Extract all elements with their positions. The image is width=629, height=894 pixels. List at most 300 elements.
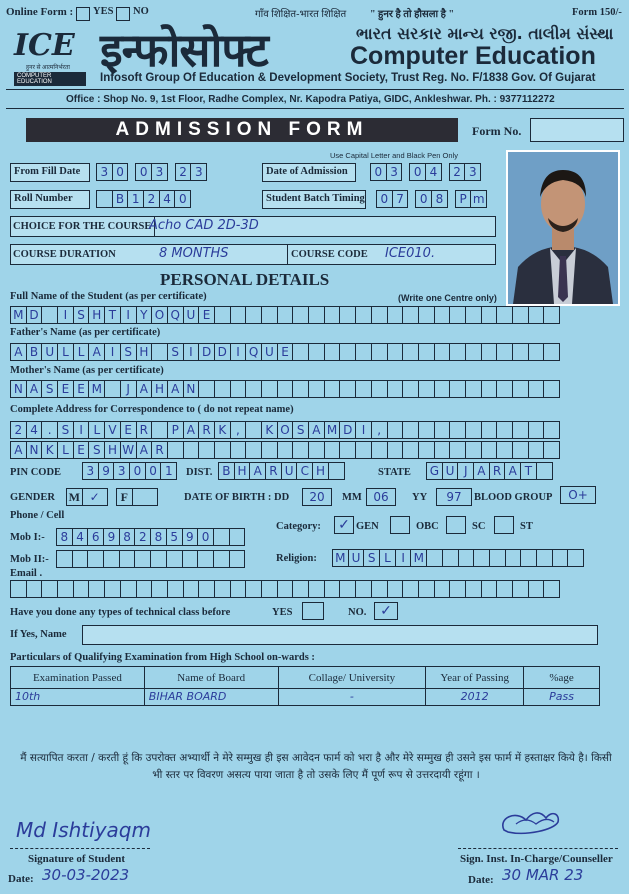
char-cell (72, 550, 89, 568)
char-cell (277, 441, 294, 459)
char-cell: R (265, 462, 282, 480)
char-cell (449, 306, 466, 324)
char-cell: , (230, 421, 247, 439)
char-cell (339, 343, 356, 361)
gender-female-box[interactable]: F (116, 488, 157, 506)
brand-gujarati: ભારત સરકાર માન્ય રજી. તાલીમ સંસ્થા (356, 24, 614, 43)
char-cell (120, 580, 137, 598)
char-cell: . (41, 421, 58, 439)
char-cell: P (167, 421, 184, 439)
email-label: Email . (10, 568, 43, 579)
char-cell (103, 550, 120, 568)
char-cell: R (151, 441, 168, 459)
char-cell: U (442, 462, 459, 480)
category-gen-label: GEN (356, 521, 379, 532)
technical-no-checkbox[interactable]: ✓ (374, 602, 398, 620)
char-cell (520, 549, 537, 567)
logo-hindi: हुनर से आत्मनिर्भरता (26, 65, 70, 71)
char-cell (387, 580, 404, 598)
char-cell (552, 549, 569, 567)
father-name-label: Father's Name (as per certificate) (10, 327, 161, 338)
char-cell (56, 550, 73, 568)
char-cell (496, 441, 513, 459)
village-slogan: गाँव शिक्षित-भारत शिक्षित (255, 9, 347, 20)
char-cell (214, 580, 231, 598)
date-of-admission-cells[interactable]: 0 3 0 4 2 3 (370, 163, 480, 181)
logo-text: ICE (14, 28, 75, 63)
institute-date: 30 MAR 23 (502, 866, 584, 884)
char-cell (230, 306, 247, 324)
blood-group-box[interactable]: O+ (560, 486, 595, 504)
char-cell (371, 441, 388, 459)
char-cell: V (104, 421, 121, 439)
exam-cell-year: 2012 (426, 689, 524, 706)
char-cell: R (198, 421, 215, 439)
char-cell (402, 421, 419, 439)
char-cell (512, 343, 529, 361)
motto: " हुनर है तो हौसला है " (370, 9, 454, 20)
char-cell: O (151, 306, 168, 324)
char-cell: A (167, 380, 184, 398)
char-cell (151, 421, 168, 439)
char-cell (387, 343, 404, 361)
exam-col-percentage: %age (524, 667, 600, 689)
char-cell (418, 580, 435, 598)
personal-details-heading: PERSONAL DETAILS (160, 270, 330, 289)
category-gen-checkbox[interactable]: ✓ (334, 516, 354, 534)
logo-badge: COMPUTER EDUCATION (14, 72, 86, 86)
student-date: 30-03-2023 (42, 866, 130, 884)
exam-col-year: Year of Passing (426, 667, 524, 689)
char-cell: I (355, 421, 372, 439)
exam-heading: Particulars of Qualifying Examination from High School on-wards : (10, 652, 315, 663)
char-cell (402, 343, 419, 361)
char-cell: L (57, 441, 74, 459)
char-cell (182, 550, 199, 568)
exam-col-board: Name of Board (144, 667, 278, 689)
char-cell (10, 580, 27, 598)
char-cell (449, 580, 466, 598)
institute-signature-label: Sign. Inst. In-Charge/Counseller (460, 853, 613, 865)
char-cell: 3 (82, 462, 99, 480)
char-cell (465, 306, 482, 324)
dist-cells[interactable] (218, 462, 344, 480)
mob1-label: Mob I:- (10, 532, 45, 543)
if-yes-label: If Yes, Name (10, 629, 67, 640)
batch-timing-cells[interactable]: 0 7 0 8 P m (376, 190, 486, 208)
header-divider (6, 89, 624, 90)
char-cell (167, 580, 184, 598)
batch-timing-label-box: Student Batch Timing (262, 190, 366, 209)
char-cell (308, 306, 325, 324)
online-no-label: NO (133, 6, 149, 17)
dist-label: DIST. (186, 467, 213, 478)
char-cell (197, 550, 214, 568)
student-date-label: Date: (8, 873, 34, 885)
course-choice-label: CHOICE FOR THE COURSE (13, 217, 155, 236)
brand-name-english: Computer Education (350, 42, 596, 70)
char-cell: I (395, 549, 412, 567)
char-cell (371, 306, 388, 324)
mother-name-cells[interactable] (10, 380, 559, 398)
char-cell (229, 550, 246, 568)
char-cell (183, 580, 200, 598)
char-cell (277, 380, 294, 398)
char-cell: L (57, 343, 74, 361)
char-cell: U (348, 549, 365, 567)
char-cell: A (136, 380, 153, 398)
dob-mm-box[interactable]: 06 (366, 488, 395, 506)
char-cell: 9 (103, 528, 120, 546)
char-cell: A (26, 380, 43, 398)
char-cell: N (26, 441, 43, 459)
char-cell: R (136, 421, 153, 439)
institute-date-label: Date: (468, 874, 494, 886)
char-cell: M (410, 549, 427, 567)
char-cell: 8 (119, 528, 136, 546)
address-line2-cells[interactable] (10, 441, 559, 459)
char-cell (245, 306, 262, 324)
char-cell (277, 306, 294, 324)
char-cell (402, 441, 419, 459)
char-cell: E (198, 306, 215, 324)
state-label: STATE (378, 467, 411, 478)
blood-group-label: BLOOD GROUP (474, 492, 553, 503)
char-cell: I (57, 306, 74, 324)
char-cell (496, 580, 513, 598)
category-obc-checkbox[interactable] (390, 516, 410, 534)
dob-label: DATE OF BIRTH : DD (184, 492, 290, 503)
char-cell: A (473, 462, 490, 480)
address-label: Complete Address for Correspondence to ( do not repeat name) (10, 404, 294, 415)
char-cell: B (218, 462, 235, 480)
char-cell: D (198, 343, 215, 361)
char-cell (230, 580, 247, 598)
char-cell: B (26, 343, 43, 361)
declaration-text: मैं सत्यापित करता / करती हूं कि उपरोक्त अभ्यार्थी ने मेरे सम्मुख ही इस आवेदन फार्म को भरा है और मेरे सम्मुख ही उसने इस फार्म में हस्ताक्षर किये है। किसी भी स्तर पर विवरण असत्य पाया जाता है तो उसके लिए मैं पूर्ण रूप से उत्तरदायी रहूंगा । (20, 752, 612, 781)
char-cell (324, 306, 341, 324)
dob-dd-box[interactable]: 20 (302, 488, 331, 506)
category-st-label: ST (520, 521, 533, 532)
char-cell: E (120, 421, 137, 439)
dob-yy-box[interactable]: 97 (436, 488, 471, 506)
char-cell (512, 580, 529, 598)
char-cell (136, 580, 153, 598)
char-cell (426, 549, 443, 567)
char-cell: A (504, 462, 521, 480)
char-cell: H (312, 462, 329, 480)
technical-yes-label: YES (272, 607, 293, 618)
char-cell (355, 441, 372, 459)
char-cell: A (249, 462, 266, 480)
char-cell: N (10, 380, 27, 398)
char-cell (442, 549, 459, 567)
char-cell (324, 580, 341, 598)
char-cell (543, 306, 560, 324)
exam-col-university: Collage/ University (278, 667, 426, 689)
char-cell (339, 306, 356, 324)
char-cell (355, 380, 372, 398)
char-cell (245, 441, 262, 459)
char-cell: Q (245, 343, 262, 361)
char-cell (496, 306, 513, 324)
char-cell (402, 380, 419, 398)
char-cell (214, 441, 231, 459)
char-cell: S (120, 343, 137, 361)
char-cell (198, 580, 215, 598)
char-cell: H (151, 380, 168, 398)
char-cell (308, 441, 325, 459)
char-cell (328, 462, 345, 480)
char-cell: 6 (87, 528, 104, 546)
exam-cell-examination: 10th (11, 689, 145, 706)
char-cell (245, 580, 262, 598)
char-cell: L (73, 343, 90, 361)
char-cell (198, 441, 215, 459)
char-cell (465, 580, 482, 598)
char-cell (230, 441, 247, 459)
char-cell: W (120, 441, 137, 459)
char-cell (536, 549, 553, 567)
char-cell (528, 343, 545, 361)
char-cell (214, 306, 231, 324)
course-choice-value: Acho CAD 2D-3D (149, 218, 259, 233)
char-cell (213, 528, 230, 546)
char-cell: N (183, 380, 200, 398)
char-cell: S (73, 306, 90, 324)
char-cell (88, 580, 105, 598)
char-cell (496, 343, 513, 361)
char-cell: I (104, 343, 121, 361)
mob2-cells[interactable] (56, 550, 244, 568)
char-cell: 8 (150, 528, 167, 546)
course-duration-label: COURSE DURATION (13, 249, 116, 260)
char-cell (481, 343, 498, 361)
char-cell (434, 441, 451, 459)
char-cell (465, 343, 482, 361)
char-cell: E (57, 380, 74, 398)
char-cell (505, 549, 522, 567)
technical-yes-checkbox[interactable] (302, 602, 324, 620)
char-cell: K (261, 421, 278, 439)
mother-name-label: Mother's Name (as per certificate) (10, 365, 164, 376)
char-cell: T (520, 462, 537, 480)
category-label: Category: (276, 521, 321, 532)
state-cells[interactable] (426, 462, 552, 480)
char-cell: A (10, 343, 27, 361)
office-address: Office : Shop No. 9, 1st Floor, Radhe Complex, Nr. Kapodra Patiya, GIDC, Ankleshwar. Ph. : 9377112272 (66, 94, 555, 105)
char-cell: D (339, 421, 356, 439)
address-line1-cells[interactable] (10, 421, 559, 439)
char-cell (198, 380, 215, 398)
char-cell: 4 (26, 421, 43, 439)
char-cell: 0 (145, 462, 162, 480)
date-of-admission-label-box: Date of Admission (262, 163, 356, 182)
online-yes-label: YES (93, 6, 114, 17)
char-cell (277, 580, 294, 598)
course-duration-row[interactable] (10, 244, 496, 265)
char-cell (308, 343, 325, 361)
char-cell (434, 421, 451, 439)
char-cell (230, 380, 247, 398)
char-cell (387, 421, 404, 439)
char-cell (308, 380, 325, 398)
char-cell (512, 380, 529, 398)
char-cell (543, 580, 560, 598)
char-cell (26, 580, 43, 598)
form-no-field[interactable] (530, 118, 624, 142)
from-fill-date-cells[interactable]: 3 0 0 3 2 3 (96, 163, 206, 181)
char-cell: A (136, 441, 153, 459)
char-cell: 3 (113, 462, 130, 480)
char-cell (496, 380, 513, 398)
char-cell (418, 380, 435, 398)
char-cell: H (136, 343, 153, 361)
char-cell: 8 (56, 528, 73, 546)
char-cell: I (230, 343, 247, 361)
char-cell: 9 (98, 462, 115, 480)
category-st-checkbox[interactable] (494, 516, 514, 534)
char-cell: G (426, 462, 443, 480)
char-cell: O (277, 421, 294, 439)
full-name-cells[interactable] (10, 306, 559, 324)
char-cell: S (88, 441, 105, 459)
char-cell (489, 549, 506, 567)
gender-label: GENDER (10, 492, 55, 503)
char-cell: 1 (160, 462, 177, 480)
email-cells[interactable] (10, 580, 559, 598)
char-cell (434, 306, 451, 324)
char-cell (458, 549, 475, 567)
char-cell: C (296, 462, 313, 480)
char-cell: K (41, 441, 58, 459)
caps-note: Use Capital Letter and Black Pen Only (330, 151, 458, 160)
course-code-value: ICE010. (385, 246, 436, 261)
centre-note: (Write one Centre only) (398, 293, 497, 303)
roll-number-label-box: Roll Number (10, 190, 90, 209)
mob2-label: Mob II:- (10, 554, 49, 565)
pin-code-cells[interactable] (82, 462, 176, 480)
char-cell (371, 580, 388, 598)
char-cell (543, 380, 560, 398)
char-cell: J (120, 380, 137, 398)
brand-group: Infosoft Group Of Education & Development Society, Trust Reg. No. F/1838 Gov. Of Gujarat (100, 72, 596, 84)
technical-question: Have you done any types of technical class before (10, 607, 231, 618)
char-cell: U (261, 343, 278, 361)
char-cell (481, 441, 498, 459)
char-cell (434, 380, 451, 398)
char-cell (496, 421, 513, 439)
father-name-cells[interactable] (10, 343, 559, 361)
religion-label: Religion: (276, 553, 317, 564)
char-cell: U (183, 306, 200, 324)
char-cell (167, 441, 184, 459)
char-cell (528, 441, 545, 459)
char-cell: E (73, 380, 90, 398)
char-cell: I (120, 306, 137, 324)
gender-male-box[interactable]: M ✓ (66, 488, 107, 506)
char-cell: E (277, 343, 294, 361)
course-duration-value: 8 MONTHS (159, 246, 229, 261)
char-cell: I (73, 421, 90, 439)
char-cell: J (457, 462, 474, 480)
char-cell (418, 441, 435, 459)
char-cell (512, 421, 529, 439)
char-cell (119, 550, 136, 568)
char-cell: L (379, 549, 396, 567)
roll-number-cells[interactable]: B 1 2 4 0 (96, 190, 190, 208)
course-choice-row[interactable] (10, 216, 496, 237)
char-cell (481, 306, 498, 324)
char-cell (434, 580, 451, 598)
char-cell (324, 441, 341, 459)
char-cell (387, 380, 404, 398)
char-cell (87, 550, 104, 568)
char-cell (434, 343, 451, 361)
char-cell (104, 380, 121, 398)
char-cell (41, 306, 58, 324)
char-cell (339, 580, 356, 598)
char-cell (402, 580, 419, 598)
pin-code-label: PIN CODE (10, 467, 62, 478)
form-title: ADMISSION FORM (26, 118, 458, 142)
category-sc-checkbox[interactable] (446, 516, 466, 534)
yy-label: YY (412, 492, 428, 503)
char-cell: 2 (10, 421, 27, 439)
char-cell (151, 343, 168, 361)
char-cell (371, 380, 388, 398)
char-cell (465, 441, 482, 459)
char-cell (543, 441, 560, 459)
char-cell (387, 441, 404, 459)
char-cell (150, 550, 167, 568)
if-yes-name-field[interactable] (82, 625, 598, 645)
char-cell (339, 380, 356, 398)
char-cell: 5 (166, 528, 183, 546)
char-cell (324, 380, 341, 398)
char-cell: A (308, 421, 325, 439)
char-cell (339, 441, 356, 459)
institute-signature-line (458, 848, 618, 849)
char-cell (324, 343, 341, 361)
char-cell (528, 421, 545, 439)
exam-cell-university: - (278, 689, 426, 706)
student-signature-line (10, 848, 150, 849)
online-yes-checkbox[interactable] (76, 5, 90, 23)
char-cell (418, 421, 435, 439)
char-cell (261, 441, 278, 459)
char-cell (355, 306, 372, 324)
char-cell (151, 580, 168, 598)
char-cell: 0 (129, 462, 146, 480)
religion-cells[interactable] (332, 549, 583, 567)
char-cell (528, 580, 545, 598)
char-cell (567, 549, 584, 567)
char-cell (465, 421, 482, 439)
char-cell (292, 380, 309, 398)
char-cell: H (88, 306, 105, 324)
course-code-label: COURSE CODE (287, 245, 368, 264)
header-divider-2 (6, 108, 624, 109)
char-cell (402, 306, 419, 324)
char-cell: A (183, 421, 200, 439)
char-cell (528, 380, 545, 398)
technical-no-label: NO. (348, 607, 367, 618)
char-cell: M (324, 421, 341, 439)
mob1-cells[interactable] (56, 528, 244, 546)
exam-cell-board: BIHAR BOARD (144, 689, 278, 706)
char-cell: H (104, 441, 121, 459)
